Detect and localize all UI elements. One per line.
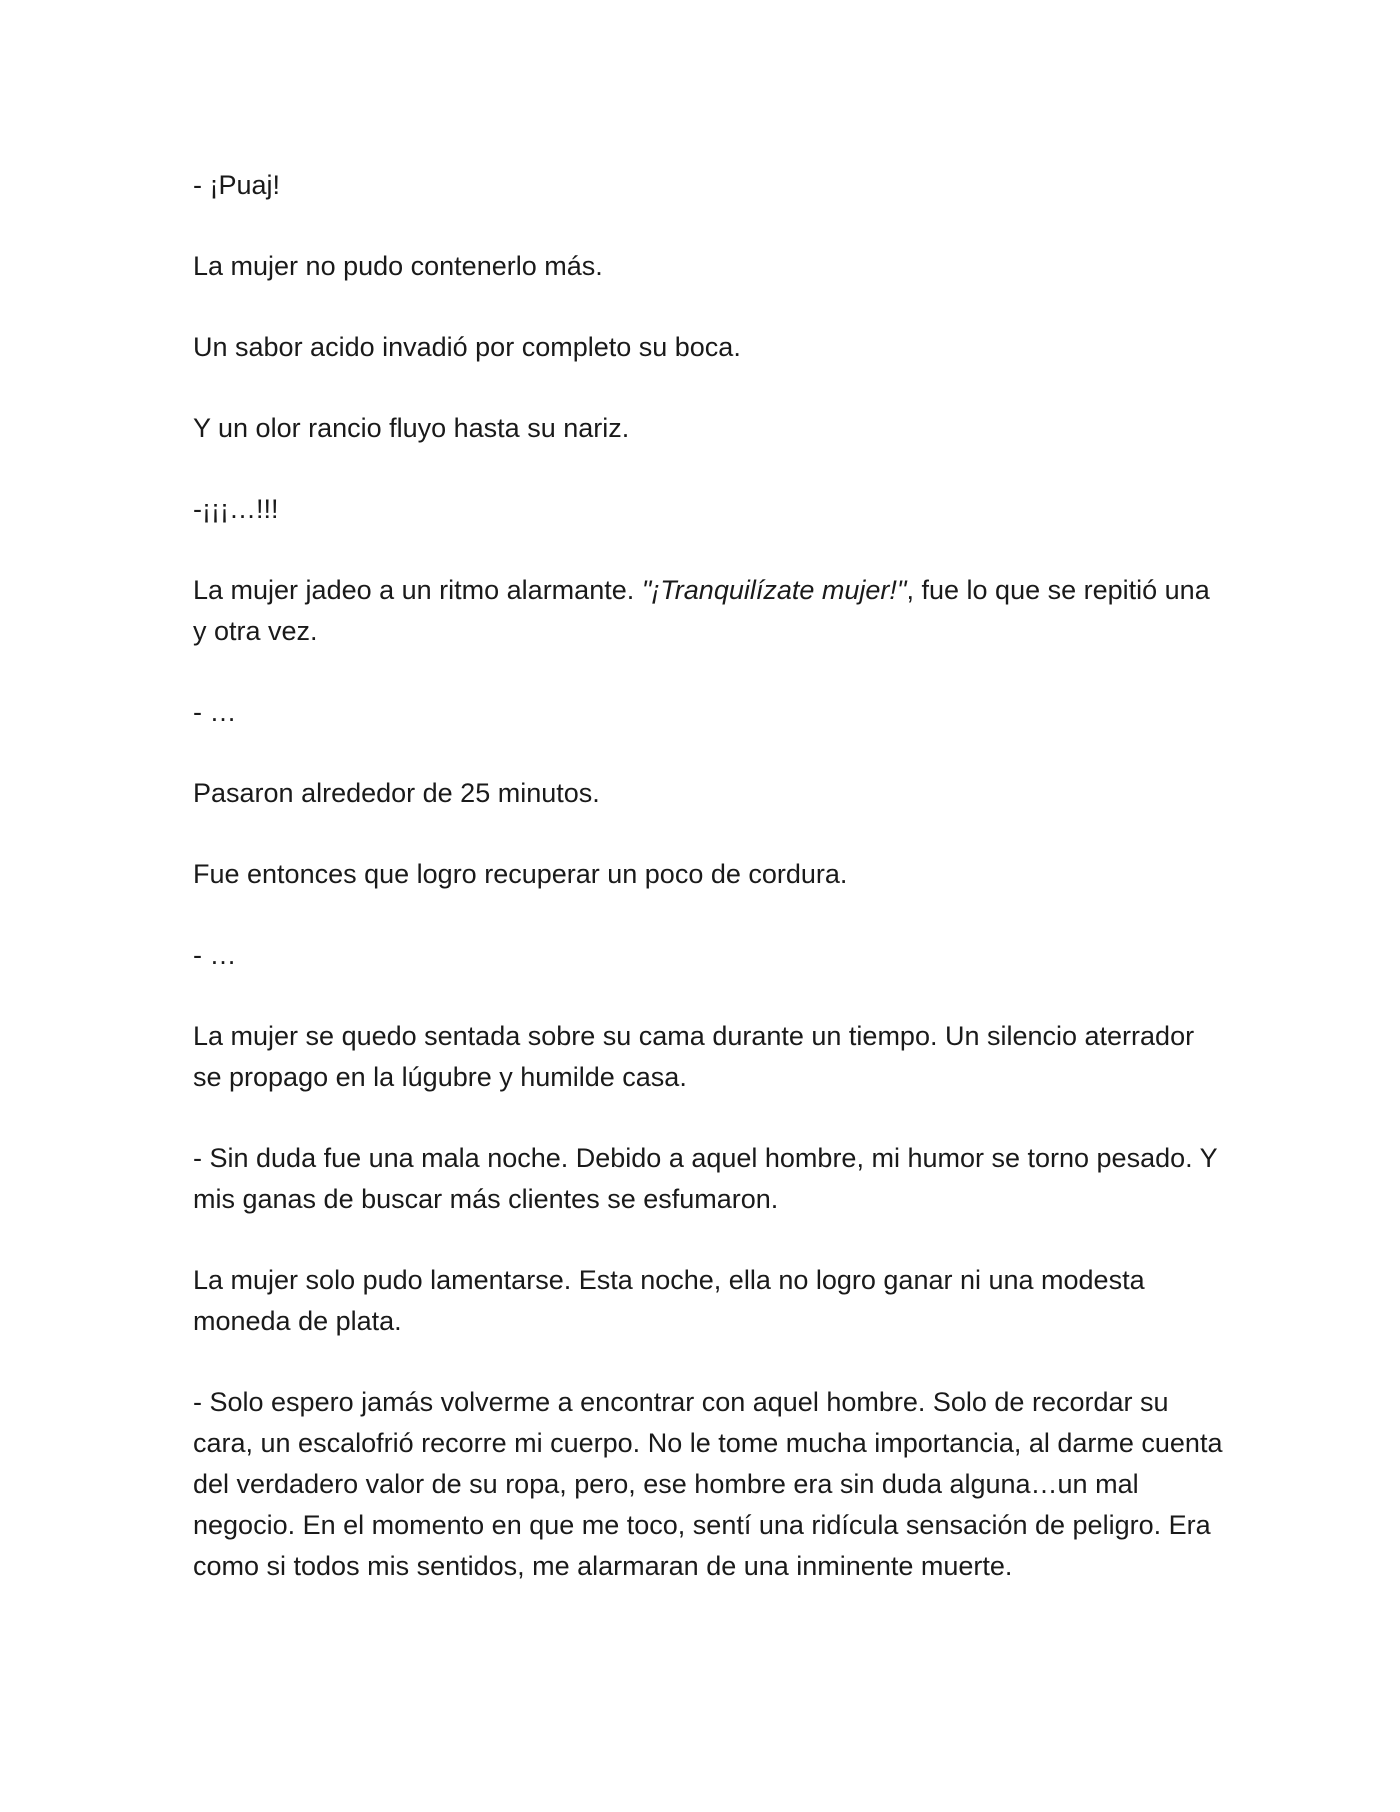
paragraph-6-italic-quote: "¡Tranquilízate mujer!" <box>641 575 907 605</box>
paragraph-7: - … <box>193 697 237 727</box>
paragraph-8: Pasaron alrededor de 25 minutos. <box>193 778 600 808</box>
paragraph-6-text-before: La mujer jadeo a un ritmo alarmante. <box>193 575 642 605</box>
paragraph-2: La mujer no pudo contenerlo más. <box>193 251 603 281</box>
paragraph-6-text-after: , fue lo que se repitió una y otra vez. <box>193 575 1210 646</box>
paragraph-4: Y un olor rancio fluyo hasta su nariz. <box>193 413 630 443</box>
paragraph-10: - … <box>193 940 237 970</box>
paragraph-6 <box>193 570 1223 652</box>
paragraph-11: La mujer se quedo sentada sobre su cama durante un tiempo. Un silencio aterrador se propago en la lúgubre y humilde casa. <box>193 1021 1195 1092</box>
paragraph-14: - Solo espero jamás volverme a encontrar con aquel hombre. Solo de recordar su cara, un escalofrió recorre mi cuerpo. No le tome mucha importancia, al darme cuenta del verdadero valor de su ropa, pero, ese hombre era sin duda alguna…un mal negocio. En el momento en que me toco, sentí una ridícula sensación de peligro. Era como si todos mis sentidos, me alarmaran de una inminente muerte. <box>193 1387 1223 1581</box>
paragraph-12: - Sin duda fue una mala noche. Debido a aquel hombre, mi humor se torno pesado. Y mis ganas de buscar más clientes se esfumaron. <box>193 1143 1218 1214</box>
paragraph-1: - ¡Puaj! <box>193 170 281 200</box>
document-body <box>193 165 1223 1627</box>
paragraph-9: Fue entonces que logro recuperar un poco de cordura. <box>193 859 848 889</box>
paragraph-5: -¡¡¡…!!! <box>193 494 279 524</box>
paragraph-3: Un sabor acido invadió por completo su boca. <box>193 332 741 362</box>
paragraph-13: La mujer solo pudo lamentarse. Esta noche, ella no logro ganar ni una modesta moneda de plata. <box>193 1265 1145 1336</box>
